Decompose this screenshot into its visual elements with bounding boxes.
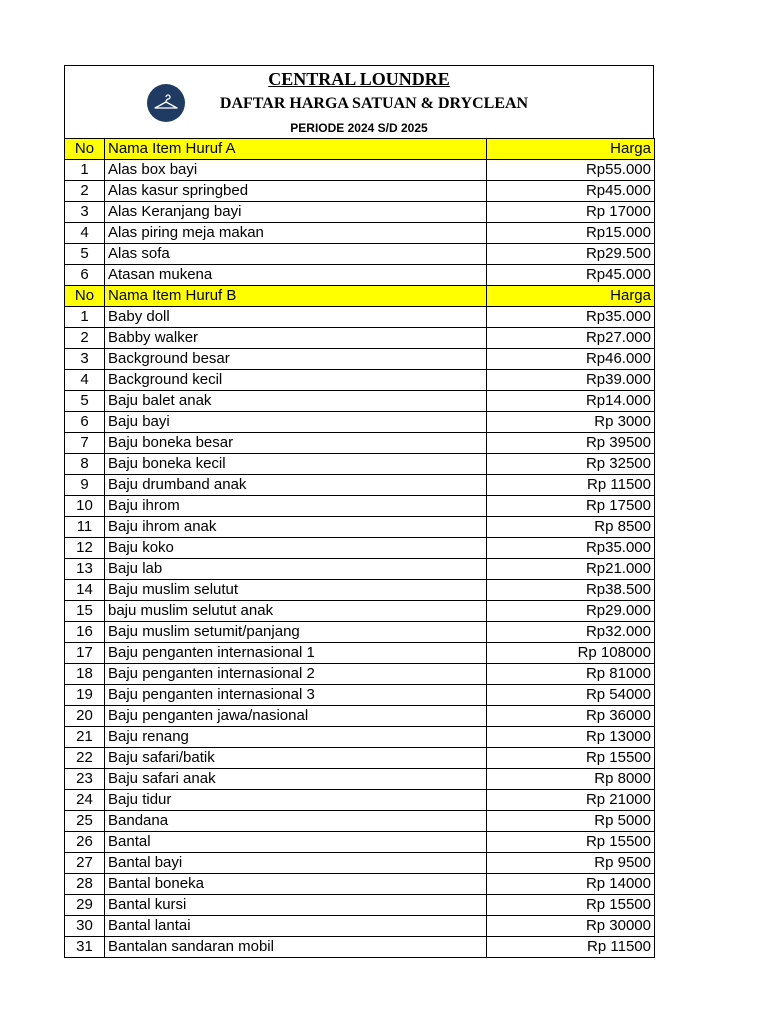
table-row <box>65 769 655 790</box>
table-row <box>65 937 655 958</box>
item-number: 3 <box>65 202 105 223</box>
item-number: 16 <box>65 622 105 643</box>
header-price: Harga <box>487 286 655 307</box>
item-price: Rp 3000 <box>487 412 655 433</box>
item-price: Rp 13000 <box>487 727 655 748</box>
item-name: Bantal lantai <box>105 916 487 937</box>
section-header-row <box>65 139 655 160</box>
item-name: baju muslim selutut anak <box>105 601 487 622</box>
item-name: Baby doll <box>105 307 487 328</box>
item-price: Rp 14000 <box>487 874 655 895</box>
item-name: Baju penganten internasional 1 <box>105 643 487 664</box>
table-row <box>65 580 655 601</box>
table-row <box>65 748 655 769</box>
item-number: 25 <box>65 811 105 832</box>
item-price: Rp 36000 <box>487 706 655 727</box>
header-name: Nama Item Huruf B <box>105 286 487 307</box>
item-name: Background besar <box>105 349 487 370</box>
item-number: 6 <box>65 412 105 433</box>
table-row <box>65 412 655 433</box>
item-number: 26 <box>65 832 105 853</box>
item-name: Baju penganten internasional 2 <box>105 664 487 685</box>
table-row <box>65 160 655 181</box>
item-number: 12 <box>65 538 105 559</box>
item-price: Rp14.000 <box>487 391 655 412</box>
table-row <box>65 223 655 244</box>
table-row <box>65 685 655 706</box>
table-row <box>65 391 655 412</box>
item-number: 15 <box>65 601 105 622</box>
item-price: Rp35.000 <box>487 538 655 559</box>
item-price: Rp38.500 <box>487 580 655 601</box>
item-price: Rp27.000 <box>487 328 655 349</box>
table-row <box>65 433 655 454</box>
item-number: 24 <box>65 790 105 811</box>
item-price: Rp 81000 <box>487 664 655 685</box>
item-name: Baju ihrom anak <box>105 517 487 538</box>
item-price: Rp35.000 <box>487 307 655 328</box>
table-row <box>65 727 655 748</box>
item-name: Baju boneka besar <box>105 433 487 454</box>
table-row <box>65 916 655 937</box>
item-price: Rp 11500 <box>487 937 655 958</box>
item-price: Rp29.000 <box>487 601 655 622</box>
item-name: Baju safari/batik <box>105 748 487 769</box>
item-price: Rp32.000 <box>487 622 655 643</box>
item-number: 13 <box>65 559 105 580</box>
item-name: Atasan mukena <box>105 265 487 286</box>
item-name: Baju penganten internasional 3 <box>105 685 487 706</box>
item-price: Rp 17500 <box>487 496 655 517</box>
item-number: 1 <box>65 307 105 328</box>
item-price: Rp45.000 <box>487 265 655 286</box>
item-price: Rp29.500 <box>487 244 655 265</box>
table-row <box>65 895 655 916</box>
item-name: Alas kasur springbed <box>105 181 487 202</box>
item-price: Rp21.000 <box>487 559 655 580</box>
item-price: Rp 8500 <box>487 517 655 538</box>
item-price: Rp 15500 <box>487 832 655 853</box>
item-number: 10 <box>65 496 105 517</box>
item-name: Alas Keranjang bayi <box>105 202 487 223</box>
table-row <box>65 328 655 349</box>
item-number: 5 <box>65 244 105 265</box>
table-row <box>65 349 655 370</box>
table-row <box>65 181 655 202</box>
table-row <box>65 454 655 475</box>
item-number: 27 <box>65 853 105 874</box>
table-row <box>65 307 655 328</box>
item-name: Alas box bayi <box>105 160 487 181</box>
header-price: Harga <box>487 139 655 160</box>
item-name: Bandana <box>105 811 487 832</box>
item-number: 22 <box>65 748 105 769</box>
table-row <box>65 496 655 517</box>
table-row <box>65 370 655 391</box>
table-row <box>65 475 655 496</box>
table-row <box>65 538 655 559</box>
item-name: Bantal boneka <box>105 874 487 895</box>
item-price: Rp15.000 <box>487 223 655 244</box>
item-name: Baju safari anak <box>105 769 487 790</box>
item-name: Baju boneka kecil <box>105 454 487 475</box>
item-number: 23 <box>65 769 105 790</box>
item-name: Baju koko <box>105 538 487 559</box>
item-price: Rp 39500 <box>487 433 655 454</box>
table-row <box>65 832 655 853</box>
item-number: 9 <box>65 475 105 496</box>
item-name: Alas piring meja makan <box>105 223 487 244</box>
item-number: 14 <box>65 580 105 601</box>
sheet-subtitle: DAFTAR HARGA SATUAN & DRYCLEAN <box>219 95 529 112</box>
item-price: Rp 30000 <box>487 916 655 937</box>
table-row <box>65 790 655 811</box>
item-name: Babby walker <box>105 328 487 349</box>
item-name: Baju muslim selutut <box>105 580 487 601</box>
header-no: No <box>65 286 105 307</box>
table-row <box>65 265 655 286</box>
item-number: 8 <box>65 454 105 475</box>
item-price: Rp 21000 <box>487 790 655 811</box>
item-number: 4 <box>65 223 105 244</box>
item-price: Rp 17000 <box>487 202 655 223</box>
item-number: 17 <box>65 643 105 664</box>
item-number: 6 <box>65 265 105 286</box>
item-name: Baju drumband anak <box>105 475 487 496</box>
item-price: Rp 54000 <box>487 685 655 706</box>
item-price: Rp45.000 <box>487 181 655 202</box>
item-number: 11 <box>65 517 105 538</box>
item-price: Rp 9500 <box>487 853 655 874</box>
item-name: Baju bayi <box>105 412 487 433</box>
item-name: Baju tidur <box>105 790 487 811</box>
item-number: 31 <box>65 937 105 958</box>
table-row <box>65 601 655 622</box>
table-row <box>65 244 655 265</box>
item-name: Background kecil <box>105 370 487 391</box>
item-name: Bantal bayi <box>105 853 487 874</box>
item-name: Bantal <box>105 832 487 853</box>
item-name: Baju muslim setumit/panjang <box>105 622 487 643</box>
table-row <box>65 643 655 664</box>
item-name: Baju penganten jawa/nasional <box>105 706 487 727</box>
item-price: Rp46.000 <box>487 349 655 370</box>
item-name: Bantal kursi <box>105 895 487 916</box>
header-name: Nama Item Huruf A <box>105 139 487 160</box>
item-number: 21 <box>65 727 105 748</box>
table-row <box>65 202 655 223</box>
item-price: Rp55.000 <box>487 160 655 181</box>
item-number: 2 <box>65 181 105 202</box>
item-name: Alas sofa <box>105 244 487 265</box>
table-row <box>65 874 655 895</box>
price-table-body <box>65 139 655 958</box>
item-price: Rp 32500 <box>487 454 655 475</box>
business-name: CENTRAL LOUNDRE <box>268 69 450 89</box>
sheet-header <box>64 65 654 138</box>
item-number: 4 <box>65 370 105 391</box>
table-row <box>65 706 655 727</box>
item-name: Baju lab <box>105 559 487 580</box>
table-row <box>65 517 655 538</box>
item-number: 28 <box>65 874 105 895</box>
item-number: 20 <box>65 706 105 727</box>
item-name: Baju renang <box>105 727 487 748</box>
item-name: Bantalan sandaran mobil <box>105 937 487 958</box>
item-price: Rp 15500 <box>487 748 655 769</box>
header-no: No <box>65 139 105 160</box>
item-number: 2 <box>65 328 105 349</box>
item-price: Rp 8000 <box>487 769 655 790</box>
table-row <box>65 559 655 580</box>
item-number: 1 <box>65 160 105 181</box>
item-number: 29 <box>65 895 105 916</box>
table-row <box>65 622 655 643</box>
sheet-period: PERIODE 2024 S/D 2025 <box>290 121 428 135</box>
item-name: Baju balet anak <box>105 391 487 412</box>
item-name: Baju ihrom <box>105 496 487 517</box>
item-price: Rp 15500 <box>487 895 655 916</box>
price-table <box>64 138 655 958</box>
price-sheet <box>64 65 654 958</box>
item-number: 19 <box>65 685 105 706</box>
item-price: Rp 108000 <box>487 643 655 664</box>
item-number: 30 <box>65 916 105 937</box>
item-price: Rp 11500 <box>487 475 655 496</box>
section-header-row <box>65 286 655 307</box>
item-number: 3 <box>65 349 105 370</box>
table-row <box>65 853 655 874</box>
table-row <box>65 664 655 685</box>
table-row <box>65 811 655 832</box>
item-price: Rp39.000 <box>487 370 655 391</box>
item-number: 5 <box>65 391 105 412</box>
item-price: Rp 5000 <box>487 811 655 832</box>
item-number: 18 <box>65 664 105 685</box>
item-number: 7 <box>65 433 105 454</box>
